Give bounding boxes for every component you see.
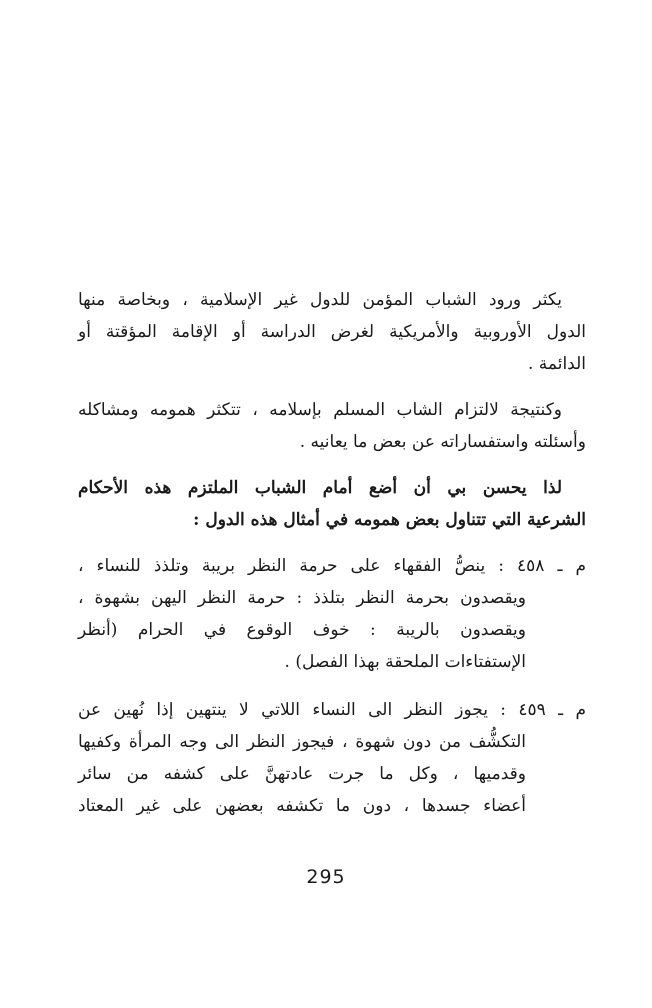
text-line: ويقصدون بحرمة النظر بتلذذ : حرمة النظر اليهن بشهوة ، [78,588,526,608]
ruling-458 [78,550,586,678]
text-line: ويقصدون بالريبة : خوف الوقوع في الحرام (أنظر [78,620,526,640]
text-line: وقدميها ، وكل ما جرت عادتهنَّ على كشفه من سائر [78,764,526,784]
paragraph-3-bold [78,472,586,536]
text-line: الدول الأوروبية والأمريكية لغرض الدراسة أو الإقامة المؤقتة أو [78,322,586,342]
text-line: وكنتيجة لالتزام الشاب المسلم بإسلامه ، تتكثر همومه ومشاكله [78,400,562,420]
text-line: الشرعية التي تتناول بعض همومه في أمثال هذه الدول : [193,510,586,530]
ruling-first-line [78,550,586,582]
text-line: وأسئلته واستفساراته عن بعض ما يعانيه . [299,432,586,452]
ruling-number: م ـ ٤٥٨ : [498,556,586,576]
text-line: الإستفتاءات الملحقة بهذا الفصل) . [284,652,526,672]
paragraph-1 [78,284,586,380]
paragraph-2 [78,394,586,458]
text-line: التكشُّف من دون شهوة ، فيجوز النظر الى وجه المرأة وكفيها [78,732,526,752]
text-line: لذا يحسن بي أن أضع أمام الشباب الملتزم هذه الأحكام [78,478,563,498]
ruling-number: م ـ ٤٥٩ : [500,700,586,720]
ruling-459 [78,694,586,822]
ruling-first-line [78,694,586,726]
ruling-text: ينصُّ الفقهاء على حرمة النظر بريبة وتلذذ للنساء ، [78,556,486,576]
text-line: الدائمة . [527,354,586,374]
ruling-text: يجوز النظر الى النساء اللاتي لا ينتهين إذا نُهين عن [78,700,488,720]
page-number: 295 [306,866,346,888]
text-line: يكثر ورود الشباب المؤمن للدول غير الإسلامية ، وبخاصة منها [78,290,562,310]
text-line: أعضاء جسدها ، دون ما تكشفه بعضهن على غير المعتاد [78,796,526,816]
